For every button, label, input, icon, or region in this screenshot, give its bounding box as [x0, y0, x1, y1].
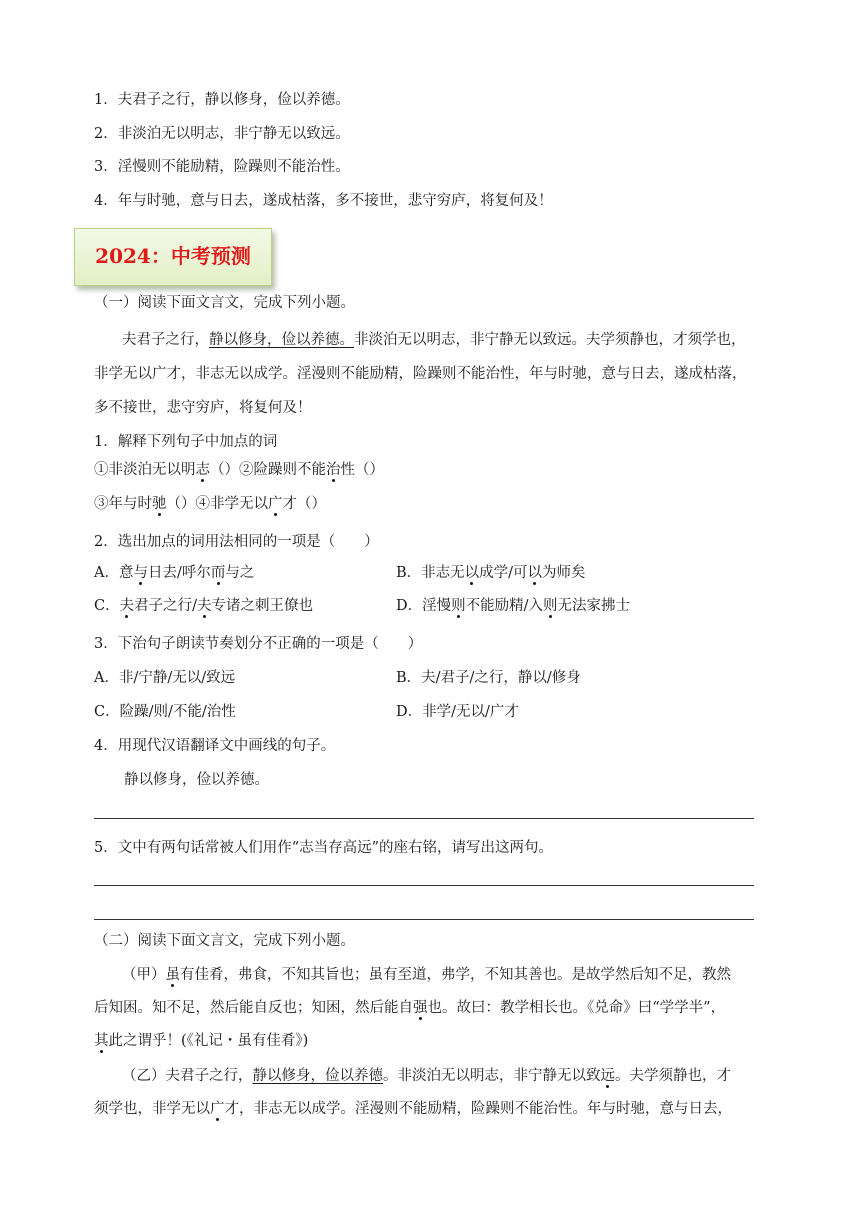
banner-title: 2024：中考预测	[95, 244, 251, 268]
dotted-word: 以	[527, 565, 543, 581]
part1-heading: （一）阅读下面文言文，完成下列小题。	[94, 295, 355, 311]
dotted-word: 强	[413, 1000, 428, 1016]
q3-option-c: C．险躁/则/不能/治性	[94, 704, 236, 720]
question-5: 5．文中有两句话常被人们用作“志当存高远”的座右铭，请写出这两句。	[94, 840, 554, 856]
dotted-word: 广	[268, 496, 283, 512]
answer-line-q4	[94, 818, 754, 819]
q4-sentence: 静以修身，俭以养德。	[124, 772, 269, 788]
dotted-word: 以	[464, 565, 480, 581]
q3-option-b: B．夫/君子/之行，静以/修身	[396, 670, 581, 686]
dotted-word: 则	[543, 598, 558, 614]
question-3: 3．下治句子朗读节奏划分不正确的一项是（ ）	[94, 636, 423, 652]
dotted-word: 志	[195, 462, 210, 478]
dotted-word: 与	[133, 565, 148, 581]
question-1-items-a: ①非淡泊无以明志（）②险躁则不能治性（）	[94, 462, 384, 478]
q3-option-d: D．非学/无以/广才	[396, 704, 519, 720]
dotted-word: 驰	[152, 496, 167, 512]
dotted-word: 夫	[197, 598, 212, 614]
dotted-word: 夫	[119, 598, 135, 614]
part2-jia-line-2: 后知困。知不足，然后能自反也；知困，然后能自强也。故曰：教学相长也。《兑命》曰“学学半”，	[94, 1000, 726, 1016]
q2-option-c: C．夫君子之行/夫专诸之刺王僚也	[94, 598, 313, 614]
part2-heading: （二）阅读下面文言文，完成下列小题。	[94, 933, 355, 949]
dotted-word: 而	[210, 565, 226, 581]
dotted-word: 其	[94, 1033, 109, 1049]
dotted-word: 治	[326, 462, 341, 478]
intro-line-4: 4．年与时驰，意与日去，遂成枯落，多不接世，悲守穷庐，将复何及！	[94, 193, 553, 209]
dotted-word: 广	[210, 1101, 225, 1117]
section-banner	[74, 228, 272, 286]
question-1: 1．解释下列句子中加点的词	[94, 434, 278, 450]
question-1-items-b: ③年与时驰（）④非学无以广才（）	[94, 496, 326, 512]
underlined-sentence: 静以修身，俭以养德。	[209, 332, 354, 348]
dotted-word: 虽	[165, 967, 180, 983]
intro-line-3: 3．淫慢则不能励精，险躁则不能治性。	[94, 159, 350, 175]
dotted-word: 则	[451, 598, 466, 614]
intro-line-1: 1．夫君子之行，静以修身，俭以养德。	[94, 92, 350, 108]
q2-option-d: D．淫慢则不能励精/入则无法家拂士	[396, 598, 631, 614]
question-4: 4．用现代汉语翻译文中画线的句子。	[94, 738, 336, 754]
q2-option-a: A．意与日去/呼尔而与之	[94, 565, 255, 581]
part2-jia-line-3: 其此之谓乎！(《礼记・虽有佳肴》)	[94, 1033, 309, 1049]
part1-passage-line-3: 多不接世，悲守穷庐，将复何及！	[94, 400, 312, 416]
part2-yi-line-1: （乙）夫君子之行，静以修身，俭以养德。非淡泊无以明志，非宁静无以致远。夫学须静也，才	[122, 1068, 731, 1084]
underlined-sentence: 静以修身，俭以养德	[252, 1068, 383, 1084]
dotted-word: 远	[600, 1068, 615, 1084]
q2-option-b: B．非志无以成学/可以为师矣	[396, 565, 586, 581]
part1-passage-line-2: 非学无以广才，非志无以成学。淫漫则不能励精，险躁则不能治性，年与时驰，意与日去，遂成枯落，	[94, 366, 747, 382]
question-2: 2．选出加点的词用法相同的一项是（ ）	[94, 534, 379, 550]
part1-passage-line-1: 夫君子之行，静以修身，俭以养德。非淡泊无以明志，非宁静无以致远。夫学须静也，才须学也，	[122, 332, 746, 348]
part2-jia-line-1: （甲）虽有佳肴，弗食，不知其旨也；虽有至道，弗学，不知其善也。是故学然后知不足，教然	[122, 967, 731, 983]
part2-yi-line-2: 须学也，非学无以广才，非志无以成学。淫漫则不能励精，险躁则不能治性。年与时驰，意与日去，	[94, 1101, 732, 1117]
intro-line-2: 2．非淡泊无以明志，非宁静无以致远。	[94, 126, 350, 142]
answer-line-q5-1	[94, 885, 754, 886]
q3-option-a: A．非/宁静/无以/致远	[94, 670, 236, 686]
answer-line-q5-2	[94, 919, 754, 920]
